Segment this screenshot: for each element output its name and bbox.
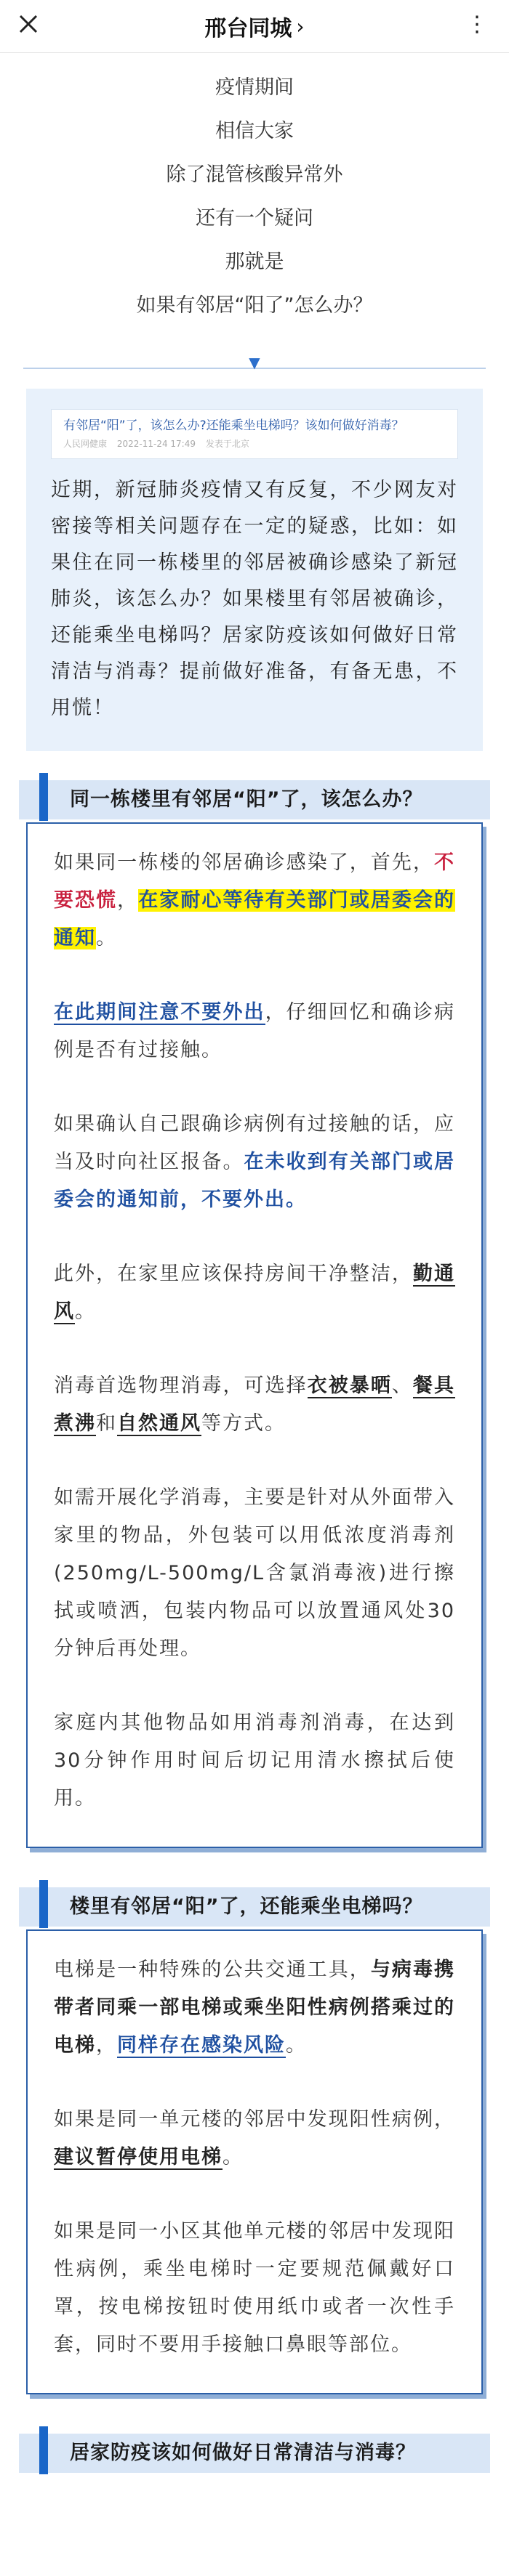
account-title[interactable] xyxy=(204,10,304,42)
intro-lines xyxy=(0,53,509,328)
linked-article-source: 人民网健康 xyxy=(63,439,108,449)
intro-line: 如果有邻居“阳了”怎么办？ xyxy=(136,294,373,317)
section-title: 居家防疫该如何做好日常清洁与消毒？ xyxy=(70,2442,416,2464)
paragraph: 如果确认自己跟确诊病例有过接触的话，应当及时向社区报备。在未收到有关部门或居委会的通知前，不要外出。 xyxy=(54,1113,455,1211)
emphasis-underline: 餐具煮沸 xyxy=(54,1374,456,1435)
heading-accent-bar xyxy=(39,2426,48,2474)
intro-line: 除了混管核酸异常外 xyxy=(166,163,343,186)
linked-article-location: 发表于北京 xyxy=(205,439,249,449)
close-icon[interactable] xyxy=(16,12,41,36)
section-body-1 xyxy=(26,822,483,1848)
intro-line: 那就是 xyxy=(225,251,284,273)
intro-line: 相信大家 xyxy=(215,120,294,142)
emphasis-underline: 自然通风 xyxy=(117,1412,201,1435)
paragraph: 家庭内其他物品如用消毒剂消毒，在达到30分钟作用时间后切记用清水擦拭后使用。 xyxy=(54,1712,455,1810)
chevron-right-icon: › xyxy=(296,14,305,39)
paragraph: 电梯是一种特殊的公共交通工具，与病毒携带者同乘一部电梯或乘坐阳性病例搭乘过的电梯，同样存在感染风险。 xyxy=(54,1959,456,2057)
section-title: 同一栋楼里有邻居“阳”了，该怎么办？ xyxy=(70,788,423,811)
emphasis-underline: 建议暂停使用电梯 xyxy=(54,2146,223,2168)
emphasis-underline: 衣被暴晒 xyxy=(307,1374,392,1397)
section-body-2 xyxy=(26,1929,483,2394)
section-divider xyxy=(23,354,486,373)
intro-line: 还有一个疑问 xyxy=(196,207,313,230)
linked-article-title: 有邻居“阳”了，该怎么办?还能乘坐电梯吗？该如何做好消毒？ xyxy=(63,418,404,433)
summary-block xyxy=(26,389,483,751)
account-name: 邢台同城 xyxy=(204,16,292,41)
section-heading-3 xyxy=(19,2426,490,2474)
emphasis-underline: 在此期间注意不要外出 xyxy=(54,1001,265,1024)
section-heading-1 xyxy=(19,773,490,821)
paragraph: 在此期间注意不要外出，仔细回忆和确诊病例是否有过接触。 xyxy=(54,1001,456,1061)
paragraph: 如果是同一小区其他单元楼的邻居中发现阳性病例，乘坐电梯时一定要规范佩戴好口罩，按电梯按钮时使用纸巾或者一次性手套，同时不要用手接触口鼻眼等部位。 xyxy=(54,2220,455,2356)
paragraph: 如果是同一单元楼的邻居中发现阳性病例，建议暂停使用电梯。 xyxy=(54,2108,455,2168)
section-title: 楼里有邻居“阳”了，还能乘坐电梯吗？ xyxy=(70,1895,423,1918)
highlighted-text: 在家耐心等待有关部门或居委会的通知 xyxy=(54,889,456,949)
paragraph: 消毒首选物理消毒，可选择衣被暴晒、餐具煮沸和自然通风等方式。 xyxy=(54,1374,456,1435)
summary-text: 近期，新冠肺炎疫情又有反复，不少网友对密接等相关问题存在一定的疑惑，比如：如果住在同一栋楼里的邻居被确诊感染了新冠肺炎，该怎么办？如果楼里有邻居被确诊，还能乘坐电梯吗？居家防疫该如何做好日常清洁与消毒？提前做好准备，有备无患，不用慌！ xyxy=(51,479,458,719)
top-nav-bar xyxy=(0,0,509,53)
paragraph: 此外，在家里应该保持房间干净整洁，勤通风。 xyxy=(54,1263,456,1323)
paragraph: 如果同一栋楼的邻居确诊感染了，首先，不要恐慌，在家耐心等待有关部门或居委会的通知。 xyxy=(54,851,456,949)
emphasis-blue: 在未收到有关部门或居委会的通知前，不要外出。 xyxy=(54,1151,455,1211)
emphasis-underline: 同样存在感染风险 xyxy=(117,2034,286,2057)
intro-line: 疫情期间 xyxy=(215,76,294,99)
section-heading-2 xyxy=(19,1880,490,1928)
linked-article-meta xyxy=(63,437,446,450)
down-arrow-icon: ▼ xyxy=(244,358,265,367)
linked-article-time: 2022-11-24 17:49 xyxy=(116,439,196,449)
heading-accent-bar xyxy=(39,1880,48,1928)
paragraph: 如需开展化学消毒，主要是针对从外面带入家里的物品，外包装可以用低浓度消毒剂(250mg/L-500mg/L含氯消毒液)进行擦拭或喷洒，包装内物品可以放置通风处30分钟后再处理。 xyxy=(54,1486,455,1660)
heading-accent-bar xyxy=(39,773,48,821)
emphasis-bold: 与病毒携带者同乘一部电梯或乘坐阳性病例搭乘过的电梯 xyxy=(54,1959,456,2057)
linked-article-card[interactable] xyxy=(51,409,458,459)
more-icon[interactable]: ⋮ xyxy=(466,12,490,37)
emphasis-red: 不要恐慌 xyxy=(54,851,455,912)
emphasis-underline: 勤通风 xyxy=(54,1263,456,1323)
